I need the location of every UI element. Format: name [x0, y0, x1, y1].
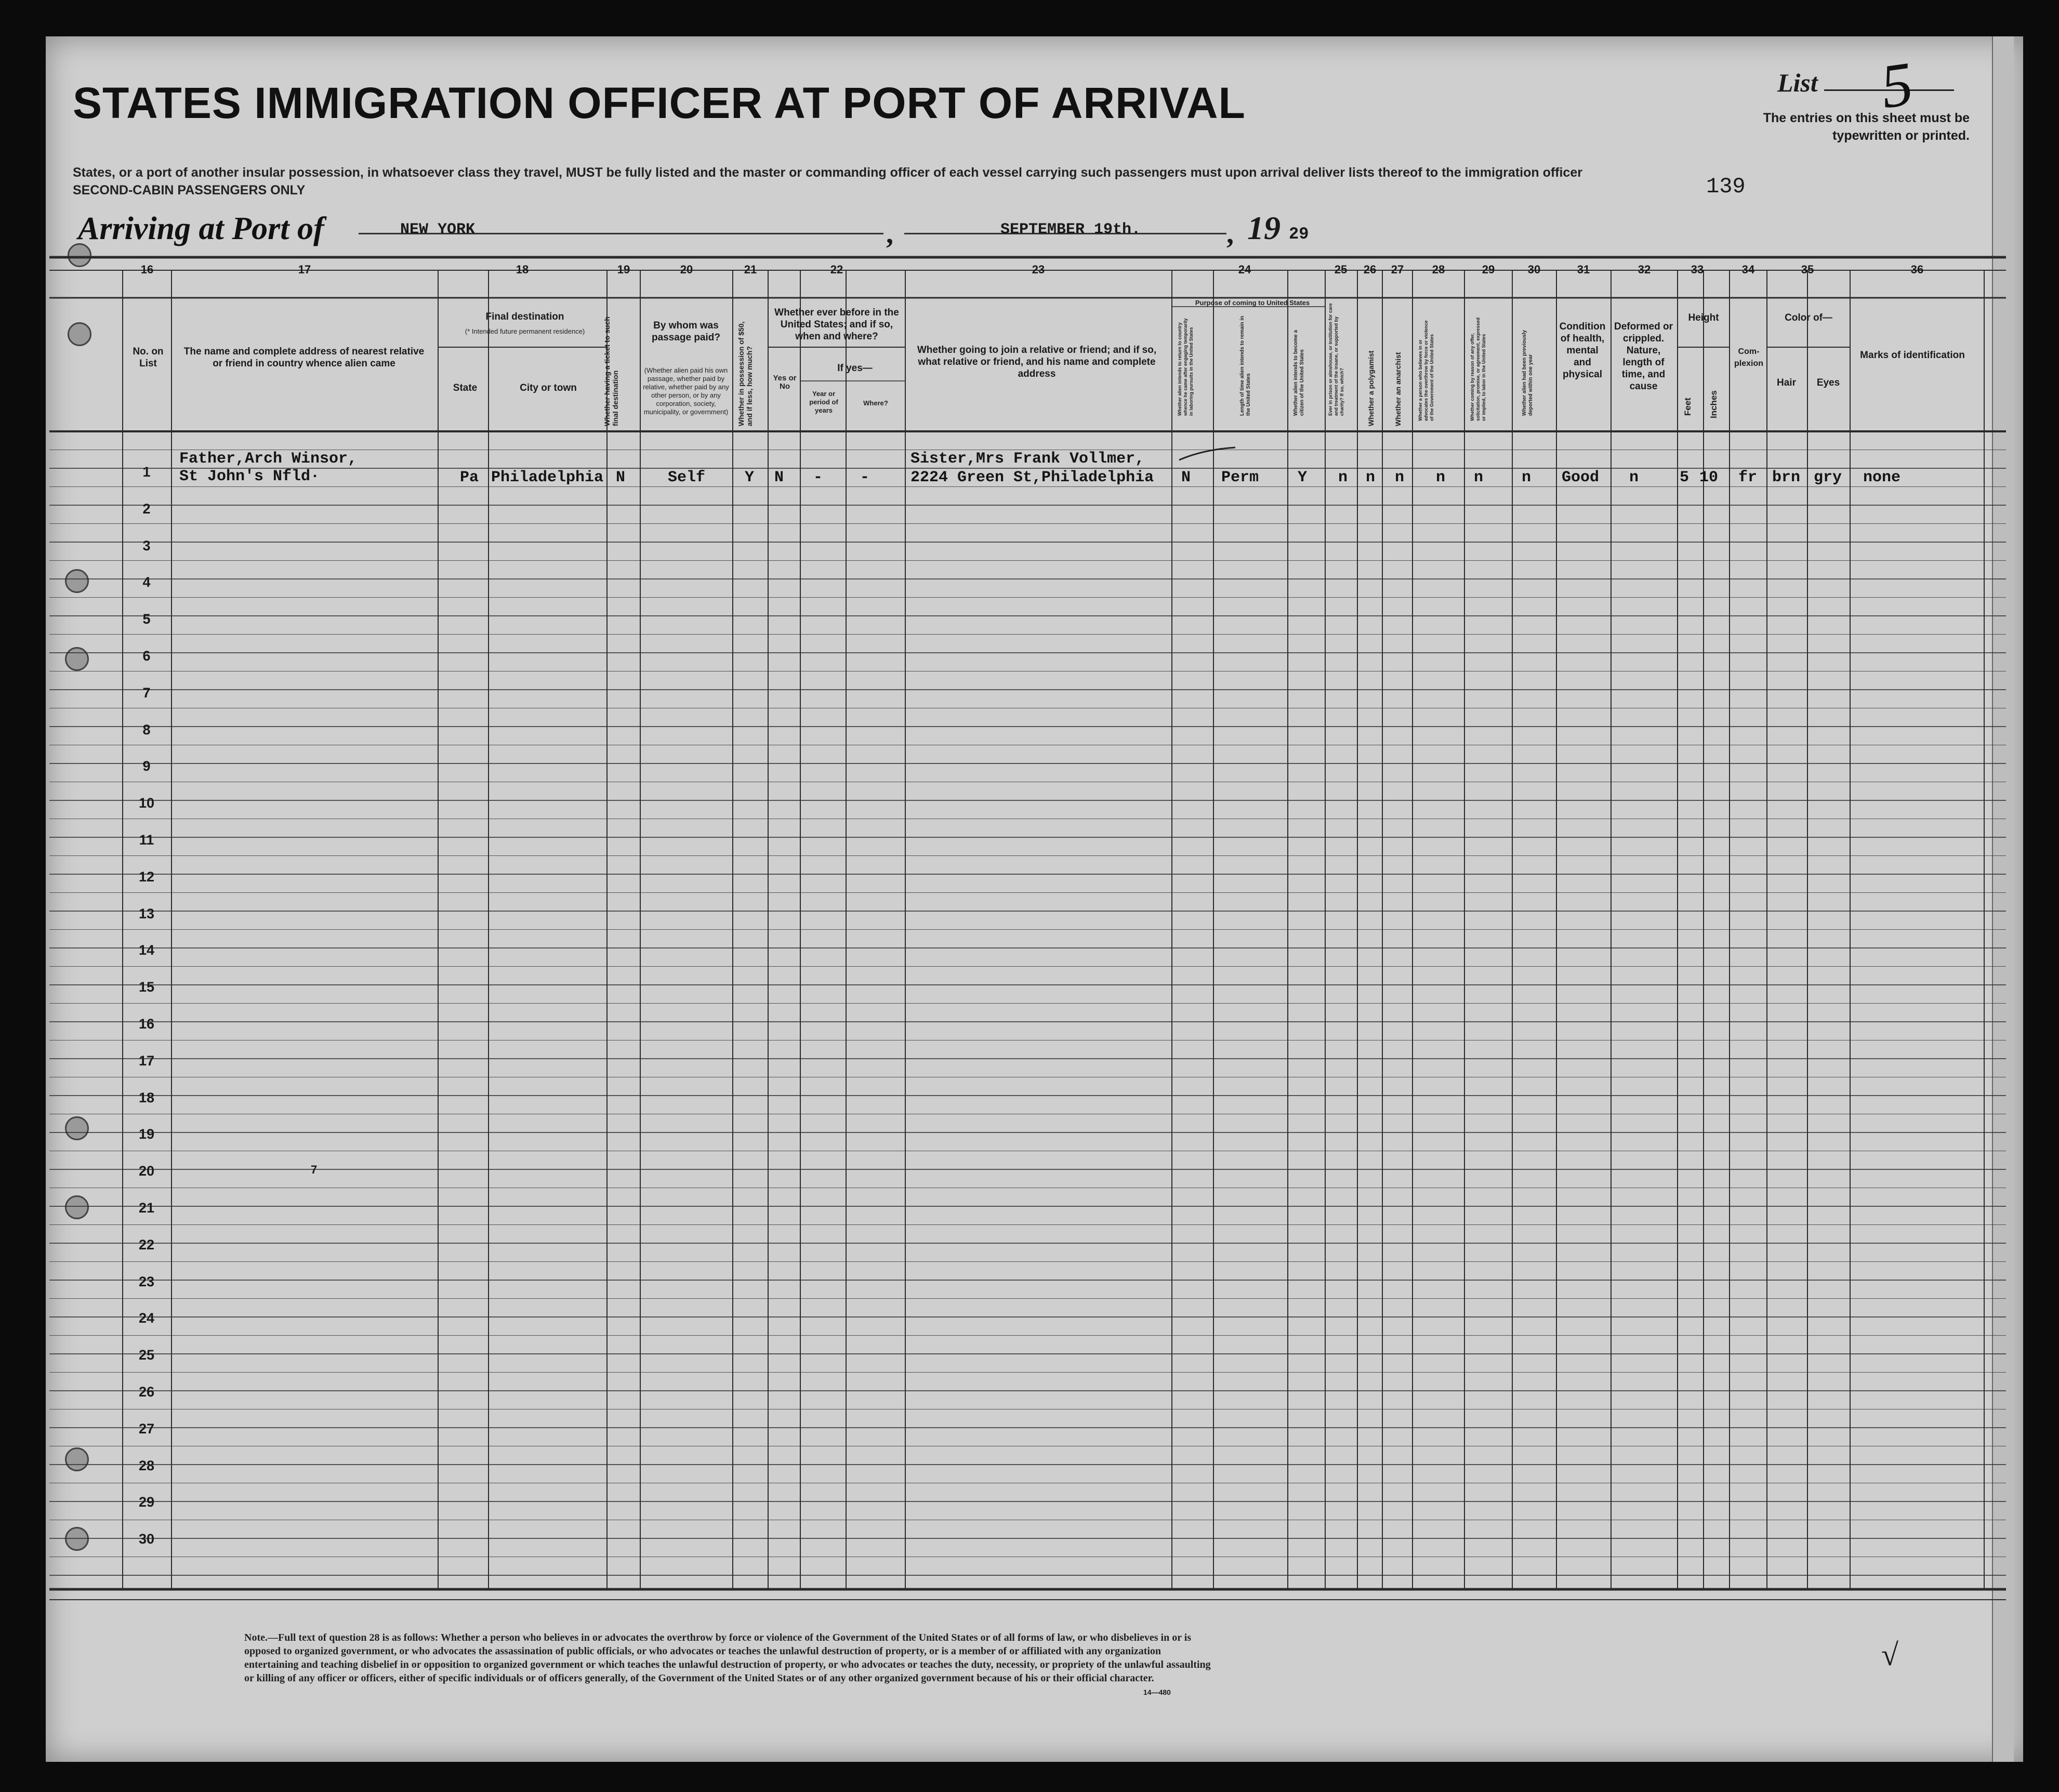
- list-number-handwritten: 5: [1876, 48, 1917, 122]
- entry-year: -: [813, 469, 823, 486]
- header-marks: Marks of identification: [1860, 350, 1965, 361]
- header-health: Condition of health, mental and physical: [1559, 321, 1606, 380]
- column-number: 26: [1363, 263, 1377, 276]
- column-number: 32: [1638, 263, 1651, 276]
- column-number: 16: [140, 263, 154, 276]
- header-polygamist: Whether a polygamist: [1367, 350, 1375, 426]
- entry-relative-line1: Father,Arch Winsor,: [179, 450, 358, 468]
- row-number: 19: [138, 1126, 155, 1142]
- header-year-period: Year or period of years: [809, 390, 838, 414]
- column-number: 34: [1741, 263, 1755, 276]
- form-code: 14—480: [1143, 1688, 1171, 1696]
- header-eyes: Eyes: [1816, 377, 1840, 388]
- row-number: 4: [142, 574, 151, 590]
- header-no-on-list: No. on List: [133, 346, 164, 369]
- header-if-yes: If yes—: [837, 363, 873, 374]
- entry-joining-line1: Sister,Mrs Frank Vollmer,: [910, 450, 1145, 468]
- row-number: 12: [138, 868, 155, 885]
- row-number: 28: [138, 1457, 155, 1473]
- row-number: 26: [138, 1384, 155, 1400]
- column-number: 25: [1334, 263, 1348, 276]
- row-number: 17: [138, 1052, 155, 1069]
- punch-hole: [65, 1195, 89, 1219]
- header-nearest-relative: The name and complete address of nearest relative or friend in country whence alien came: [183, 346, 425, 369]
- column-number: 19: [617, 263, 630, 276]
- header-feet: Feet: [1683, 398, 1693, 416]
- row-number: 1: [142, 464, 151, 480]
- row-number: 30: [138, 1531, 155, 1547]
- row-number: 6: [142, 648, 151, 664]
- check-mark: √: [1881, 1638, 1898, 1672]
- sheet-edge: [1992, 36, 2014, 1762]
- footer-note: Note.—Full text of question 28 is as follows: Whether a person who believes in or advocates the overthrow by force or violence of the Government of the United States or of all forms of law, or who disbelieves in or is opposed to organized government, or who advocates the assassination of public officials, or who advocates or teaches the unlawful destruction of property, or is a member of or affiliated with any organization entertaining and teaching disbelief in or opposition to organized government or which teaches the unlawful destruction of property, or who advocates or teaches the duty, necessity, or propriety of the unlawful assaulting or killing of any officer or officers, either of specific individuals or of officers generally, of the Government of the United States or of any other organized government because of his or their official character.: [244, 1632, 1211, 1684]
- header-final-destination: Final destination: [485, 311, 564, 322]
- row-number: 24: [138, 1310, 155, 1326]
- entry-before: N: [774, 469, 784, 486]
- header-purpose-return: Whether alien intends to return to country whence he came after engaging temporarily in laboring pursuits in the United States: [1177, 318, 1194, 416]
- entry-purpose-return: N: [1181, 469, 1191, 486]
- column-number: 36: [1910, 263, 1924, 276]
- header-before-us: Whether ever before in the United States; and if so, when and where?: [774, 307, 899, 342]
- instruction-line: States, or a port of another insular possession, in whatsoever class they travel, MUST be fully listed and the master or commanding officer of each vessel carrying such passengers must upon arrival deliver lists thereof to the immigration officer: [73, 165, 1582, 180]
- header-yes-no: Yes or No: [773, 374, 797, 391]
- entry-where: -: [860, 469, 870, 486]
- header-money: Whether in possession of $50, and if less, how much?: [737, 321, 754, 426]
- header-q28: Whether a person who believes in or advocates the overthrow by force or violence of the Government of the United States: [1418, 320, 1434, 421]
- entry-state: Pa: [460, 469, 479, 486]
- row-number: 2: [142, 500, 151, 517]
- row-number: 22: [138, 1236, 155, 1253]
- column-number: 27: [1391, 263, 1404, 276]
- entry-city: Philadelphia: [491, 469, 604, 486]
- header-deformed: Deformed or crippled. Nature, length of time, and cause: [1614, 321, 1673, 392]
- row-number: 7: [142, 684, 151, 701]
- row-number: 29: [138, 1494, 155, 1510]
- year-prefix: 19: [1247, 209, 1281, 246]
- header-passage: By whom was passage paid?: [652, 320, 720, 343]
- entry-complexion: fr: [1738, 469, 1758, 486]
- port-value: NEW YORK: [400, 221, 476, 239]
- column-number: 23: [1032, 263, 1045, 276]
- entry-money: Y: [745, 469, 755, 486]
- header-anarchist: Whether an anarchist: [1394, 352, 1402, 426]
- header-q30: Whether alien had been previously deported within one year: [1522, 330, 1534, 416]
- row-number: 9: [142, 758, 151, 774]
- header-where: Where?: [863, 399, 888, 407]
- class-line: SECOND-CABIN PASSENGERS ONLY: [73, 183, 306, 197]
- column-number: 20: [680, 263, 693, 276]
- entry-health: Good: [1562, 469, 1600, 486]
- row-number: 3: [142, 537, 151, 554]
- row-number: 16: [138, 1016, 155, 1032]
- column-number: 30: [1527, 263, 1541, 276]
- column-number: 35: [1801, 263, 1814, 276]
- sheet-number: 139: [1706, 174, 1746, 199]
- entry-marks: none: [1863, 469, 1901, 486]
- entries-note: The entries on this sheet must be typewritten or printed.: [1763, 111, 1970, 143]
- header-hair: Hair: [1777, 377, 1796, 388]
- entry-ticket: N: [616, 469, 626, 486]
- row-number: 11: [139, 832, 154, 848]
- row-number: 15: [138, 979, 155, 995]
- row-number: 14: [138, 942, 155, 958]
- entry-eyes: gry: [1814, 469, 1842, 486]
- header-joining: Whether going to join a relative or friend; and if so, what relative or friend, and his name and complete address: [917, 345, 1157, 379]
- punch-hole: [65, 1527, 89, 1551]
- header-height: Height: [1688, 312, 1719, 323]
- purpose-tick-mark: [1177, 444, 1239, 465]
- page-title: STATES IMMIGRATION OFFICER AT PORT OF ARRIVAL: [73, 78, 1246, 127]
- header-q29: Whether coming by reason of any offer, solicitation, promise, or agreement, expressed or implied, to labor in the United States: [1470, 317, 1486, 421]
- row-number: 25: [138, 1347, 155, 1363]
- punch-hole: [65, 1447, 89, 1471]
- entry-length-stay: Perm: [1221, 469, 1259, 486]
- stray-mark: 7: [311, 1163, 318, 1176]
- row-number: 18: [138, 1089, 155, 1105]
- header-citizen: Whether alien intends to become a citizen of the United States: [1293, 330, 1305, 416]
- year-suffix: 29: [1289, 225, 1309, 244]
- entry-prison: n: [1338, 469, 1348, 486]
- list-label: List: [1777, 68, 1818, 97]
- header-purpose: Purpose of coming to United States: [1195, 299, 1310, 307]
- header-inches: Inches: [1709, 390, 1719, 418]
- row-number: 27: [138, 1420, 155, 1437]
- header-passage-note: (Whether alien paid his own passage, whether paid by relative, whether paid by any other person, or by any corporation, society, municipality, or government): [643, 366, 729, 416]
- header-color-of: Color of—: [1785, 312, 1832, 323]
- header-city: City or town: [520, 383, 577, 393]
- arrival-date: SEPTEMBER 19th.: [1000, 221, 1141, 239]
- arriving-label: Arriving at Port of: [78, 211, 324, 246]
- header-final-destination-note: (* Intended future permanent residence): [465, 327, 585, 335]
- entry-inches: 10: [1699, 469, 1719, 486]
- column-number: 28: [1432, 263, 1445, 276]
- entry-q29: n: [1474, 469, 1484, 486]
- row-number: 20: [138, 1163, 155, 1179]
- column-number: 21: [744, 263, 757, 276]
- entry-citizen: Y: [1298, 469, 1308, 486]
- entry-q30: n: [1522, 469, 1532, 486]
- entry-q28: n: [1436, 469, 1446, 486]
- comma: ,: [886, 218, 893, 250]
- entry-feet: 5: [1680, 469, 1690, 486]
- punch-hole: [65, 569, 89, 593]
- entry-deformed: n: [1629, 469, 1639, 486]
- entry-hair: brn: [1772, 469, 1801, 486]
- comma: ,: [1226, 218, 1234, 250]
- header-length-stay: Length of time alien intends to remain in the United States: [1239, 315, 1251, 416]
- entry-anarchist: n: [1395, 469, 1405, 486]
- column-number: 31: [1577, 263, 1590, 276]
- header-ticket: Whether having a ticket to such final destination: [603, 317, 619, 426]
- column-number: 18: [516, 263, 529, 276]
- row-number: 10: [138, 795, 155, 811]
- manifest-sheet: [46, 36, 2023, 1762]
- header-complexion: Com- plexion: [1734, 347, 1763, 368]
- entry-passage: Self: [668, 469, 706, 486]
- row-number: 23: [138, 1273, 155, 1289]
- column-number: 33: [1691, 263, 1704, 276]
- punch-hole: [68, 322, 91, 346]
- header-prison: Ever in prison or almshouse, or institution for care and treatment of the insane, or supported by charity? If so, which?: [1328, 303, 1344, 416]
- row-number: 21: [138, 1200, 155, 1216]
- entry-polygamist: n: [1366, 469, 1376, 486]
- column-number: 22: [830, 263, 843, 276]
- column-number: 29: [1482, 263, 1495, 276]
- punch-hole: [65, 647, 89, 671]
- column-number: 24: [1238, 263, 1251, 276]
- entry-joining-line2: 2224 Green St,Philadelphia: [910, 469, 1154, 486]
- header-state: State: [453, 383, 478, 393]
- punch-hole: [65, 1116, 89, 1140]
- row-number: 5: [142, 611, 151, 627]
- column-number: 17: [298, 263, 311, 276]
- row-number: 13: [138, 905, 155, 921]
- row-number: 8: [142, 721, 151, 737]
- entry-relative-line2: St John's Nfld·: [179, 468, 320, 485]
